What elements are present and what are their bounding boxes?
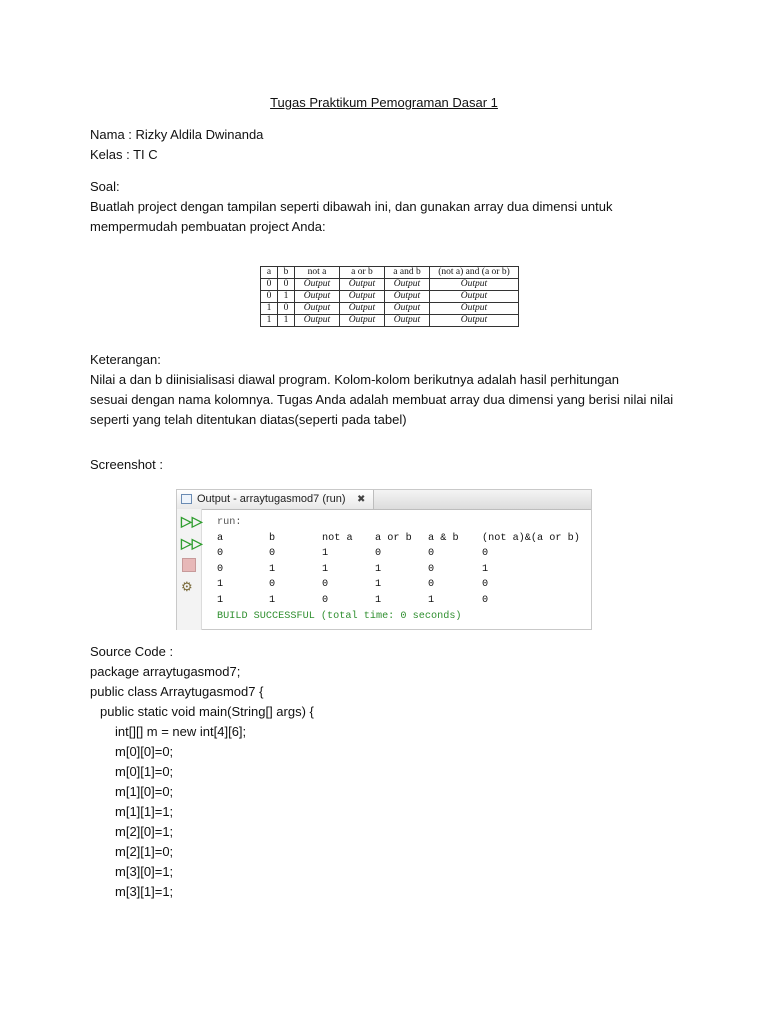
rerun-alt-icon[interactable]: ▷▷ (181, 535, 203, 551)
console-cell: 1 (269, 594, 276, 606)
truth-table-cell: Output (430, 291, 519, 303)
source-line: m[2][0]=1; (115, 824, 174, 839)
console-cell: 0 (428, 579, 435, 591)
console-row (217, 546, 489, 562)
truth-table-cell: Output (385, 279, 430, 291)
truth-table-cell: 1 (278, 315, 295, 327)
truth-table-header-row (261, 267, 519, 279)
console-header: a or b (375, 532, 412, 544)
truth-table-header: a or b (340, 267, 385, 279)
console-header: b (269, 532, 276, 544)
console-header-row (217, 531, 580, 547)
truth-table-cell: Output (340, 315, 385, 327)
source-line: m[1][0]=0; (115, 784, 174, 799)
ide-side-toolbar (177, 509, 202, 630)
console-cell: 1 (375, 563, 382, 575)
console-cell: 0 (428, 548, 435, 560)
truth-table-cell: 1 (261, 303, 278, 315)
truth-table-cell: Output (385, 291, 430, 303)
truth-table (260, 266, 519, 327)
source-line: public class Arraytugasmod7 { (90, 684, 264, 699)
close-icon[interactable]: ✖ (357, 494, 366, 505)
truth-table-row (261, 279, 519, 291)
console-cell: 1 (375, 594, 382, 606)
console-cell: 0 (269, 579, 276, 591)
console-cell: 0 (322, 579, 329, 591)
console-header: a & b (428, 532, 459, 544)
console-cell: 1 (375, 579, 382, 591)
truth-table-cell: Output (340, 303, 385, 315)
truth-table-cell: Output (295, 303, 340, 315)
console-build-line: BUILD SUCCESSFUL (total time: 0 seconds) (217, 610, 462, 622)
console-cell: 0 (428, 563, 435, 575)
console-row (217, 562, 489, 578)
truth-table-cell: Output (430, 303, 519, 315)
ide-output-tab[interactable] (177, 490, 374, 509)
console-cell: 1 (217, 594, 224, 606)
truth-table-header: (not a) and (a or b) (430, 267, 519, 279)
console-run-line: run: (217, 517, 242, 528)
console-cell: 0 (482, 594, 489, 606)
source-code-section (90, 642, 314, 902)
console-cell: 0 (217, 548, 224, 560)
console-cell: 1 (482, 563, 489, 575)
truth-table-cell: Output (295, 279, 340, 291)
console-output (217, 515, 580, 624)
source-line: m[0][0]=0; (115, 744, 174, 759)
truth-table-header: b (278, 267, 295, 279)
truth-table-cell: 0 (261, 291, 278, 303)
keterangan-heading: Keterangan: (90, 352, 161, 367)
stop-icon[interactable] (182, 558, 196, 572)
soal-line: Buatlah project dengan tampilan seperti dibawah ini, dan gunakan array dua dimensi untuk (90, 199, 613, 214)
console-cell: 1 (322, 548, 329, 560)
truth-table-header: a and b (385, 267, 430, 279)
console-header: (not a)&(a or b) (482, 532, 580, 544)
truth-table-cell: Output (340, 279, 385, 291)
keterangan-line: seperti yang telah ditentukan diatas(seperti pada tabel) (90, 412, 407, 427)
student-info (90, 125, 263, 165)
console-cell: 0 (217, 563, 224, 575)
console-cell: 0 (482, 548, 489, 560)
keterangan-line: Nilai a dan b diinisialisasi diawal program. Kolom-kolom berikutnya adalah hasil perhitungan (90, 372, 619, 387)
source-line: package arraytugasmod7; (90, 664, 241, 679)
document-title: Tugas Praktikum Pemograman Dasar 1 (270, 95, 498, 110)
output-window-icon (181, 494, 192, 504)
truth-table-cell: 0 (278, 303, 295, 315)
keterangan-section (90, 350, 673, 430)
truth-table-cell: Output (385, 303, 430, 315)
truth-table-cell: 1 (261, 315, 278, 327)
truth-table-header: not a (295, 267, 340, 279)
console-header: not a (322, 532, 353, 544)
truth-table-cell: Output (430, 315, 519, 327)
truth-table-row (261, 315, 519, 327)
source-line: m[2][1]=0; (115, 844, 174, 859)
truth-table-cell: 1 (278, 291, 295, 303)
soal-section (90, 177, 613, 237)
console-cell: 0 (482, 579, 489, 591)
source-line: m[0][1]=0; (115, 764, 174, 779)
truth-table-cell: Output (295, 291, 340, 303)
truth-table-cell: 0 (278, 279, 295, 291)
keterangan-line: sesuai dengan nama kolomnya. Tugas Anda adalah membuat array dua dimensi yang berisi nilai nilai (90, 392, 674, 407)
source-heading: Source Code : (90, 644, 174, 659)
ide-tab-bar (177, 490, 591, 510)
student-name: Nama : Rizky Aldila Dwinanda (90, 127, 264, 142)
truth-table-cell: Output (430, 279, 519, 291)
truth-table-cell: Output (340, 291, 385, 303)
truth-table-cell: Output (295, 315, 340, 327)
source-line: m[1][1]=1; (115, 804, 174, 819)
console-cell: 1 (322, 563, 329, 575)
truth-table-cell: Output (385, 315, 430, 327)
source-line: m[3][0]=1; (115, 864, 174, 879)
console-row (217, 577, 489, 593)
ide-tab-title: Output - arraytugasmod7 (run) (197, 493, 346, 505)
console-cell: 1 (428, 594, 435, 606)
console-cell: 0 (322, 594, 329, 606)
source-line: int[][] m = new int[4][6]; (115, 724, 247, 739)
settings-icon[interactable]: ⚙ (181, 579, 193, 594)
truth-table-header: a (261, 267, 278, 279)
console-row (217, 593, 489, 609)
console-cell: 0 (269, 548, 276, 560)
console-cell: 0 (375, 548, 382, 560)
truth-table-row (261, 291, 519, 303)
ide-output-window (176, 489, 592, 630)
student-class: Kelas : TI C (90, 147, 158, 162)
rerun-icon[interactable]: ▷▷ (181, 513, 203, 529)
soal-line: mempermudah pembuatan project Anda: (90, 219, 326, 234)
console-cell: 1 (269, 563, 276, 575)
soal-heading: Soal: (90, 179, 120, 194)
source-line: m[3][1]=1; (115, 884, 174, 899)
truth-table-cell: 0 (261, 279, 278, 291)
screenshot-label: Screenshot : (90, 457, 163, 472)
console-cell: 1 (217, 579, 224, 591)
console-header: a (217, 532, 224, 544)
source-line: public static void main(String[] args) { (100, 704, 314, 719)
truth-table-row (261, 303, 519, 315)
